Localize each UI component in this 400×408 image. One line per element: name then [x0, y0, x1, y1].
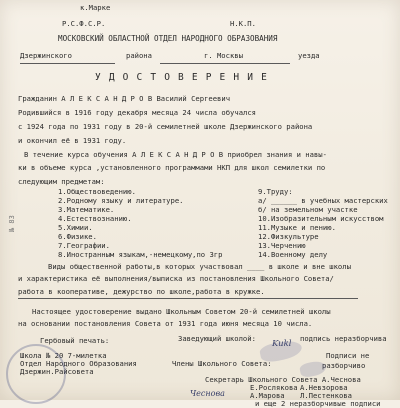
seal-label: Гербовый печать: [40, 336, 110, 345]
subject-item: 8.Иностранным языкам,-немецкому,по 3гр [58, 250, 223, 259]
council-name-right-2: Л.Пестенкова [300, 391, 352, 400]
council-note: и еще 2 неразборчивые подписи [255, 399, 381, 408]
subject-item: 6.Физике. [58, 232, 97, 241]
body-line-3: с 1924 года по 1931 году в 20-й семилетней школе Дзержинского района [18, 122, 313, 131]
district-underline [20, 63, 115, 64]
school-stamp-line-2: Отдел Народного Образования [20, 359, 137, 368]
subject-item: 13.Черчению [258, 241, 306, 250]
nkp-label: Н.К.П. [230, 19, 256, 28]
city-underline [160, 63, 290, 64]
subject-item: 2.Родному языку и литературе. [58, 196, 184, 205]
school-stamp-line-1: Школа № 20 7-милетка [20, 351, 107, 360]
body-line-6: ки в объеме курса ,установленного программами НКП для школ семилетки по [18, 163, 326, 172]
social-underline [18, 298, 358, 299]
subject-item: 9.Труду: [258, 187, 293, 196]
council-signature-note-2: разборчиво [322, 361, 366, 370]
side-number: № 83 [8, 215, 16, 232]
marka-label: к.Марке [80, 3, 111, 12]
district-label: района [126, 51, 152, 60]
school-stamp-line-3: Дзержин.Райсовета [20, 367, 94, 376]
subject-item: 1.Обществоведению. [58, 187, 136, 196]
subject-item: 7.Географии. [58, 241, 110, 250]
social-line-1: Виды общественной работы,в которых участвовал ____ в школе и вне школы [48, 262, 351, 271]
subject-item: 12.Физкультуре [258, 232, 319, 241]
subject-item: 4.Естествознанию. [58, 214, 132, 223]
document-title: У Д О С Т О В Е Р Е Н И Е [95, 72, 268, 83]
secretary-line: Секретарь Школьного Совета А.Чеснова [205, 375, 361, 384]
principal-label: Заведующий школой: [178, 334, 256, 343]
council-name-right-1: А.Невзорова [300, 383, 348, 392]
social-line-3: работа в кооперативе, дежурство по школе,работа в кружке. [18, 287, 265, 296]
body-line-5: В течение курса обучения А Л Е К С А Н Д Р О В приобрел знания и навы- [24, 150, 327, 159]
round-seal [6, 344, 66, 404]
district-name: Дзержинского [20, 51, 72, 60]
body-line-2: Родившийся в 1916 году декабря месяца 24 числа обучался [18, 108, 256, 117]
subject-item: 5.Химии. [58, 223, 93, 232]
secretary-handwritten-signature: Чеснова [190, 389, 225, 398]
city-label: г. Москвы [204, 51, 243, 60]
body-line-1: Гражданин А Л Е К С А Н Д Р О В Василий Сергеевич [18, 94, 231, 103]
subject-item: б/ на земельном участке [258, 205, 358, 214]
body-line-4: и окончил её в 1931 году. [18, 136, 127, 145]
principal-handwritten-signature: Kukl [272, 339, 292, 349]
issued-line-1: Настоящее удостоверение выдано Школьным Советом 20-й семилетней школы [32, 307, 331, 316]
subject-item: 10.Изобразительным искусством [258, 214, 384, 223]
rsfsr-label: Р.С.Ф.С.Р. [62, 19, 106, 28]
council-members-label: Члены Школьного Совета: [172, 359, 272, 368]
subject-item: 3.Математике. [58, 205, 115, 214]
department-title: МОСКОВСКИЙ ОБЛАСТНОЙ ОТДЕЛ НАРОДНОГО ОБРАЗОВАНИЯ [58, 34, 278, 43]
social-line-2: и характеристика её выполнения/выписка из постановления Школьного Совета/ [18, 274, 334, 283]
principal-signature-note: подпись неразборчива [300, 334, 387, 343]
council-name-1: Е.Рослякова [250, 383, 298, 392]
council-name-2: А.Марова [250, 391, 285, 400]
subject-item: 14.Военному делу [258, 250, 328, 259]
body-line-7: следующим предметам: [18, 177, 105, 186]
uyezd-label: уезда [298, 51, 320, 60]
council-signature-note-1: Подписи не [326, 351, 370, 360]
issued-line-2: на основании постановления Совета от 1931 года июня месяца 10 числа. [18, 319, 313, 328]
subject-item: а/ ______ в учебных мастерских [258, 196, 388, 205]
subject-item: 11.Музыке и пению. [258, 223, 336, 232]
